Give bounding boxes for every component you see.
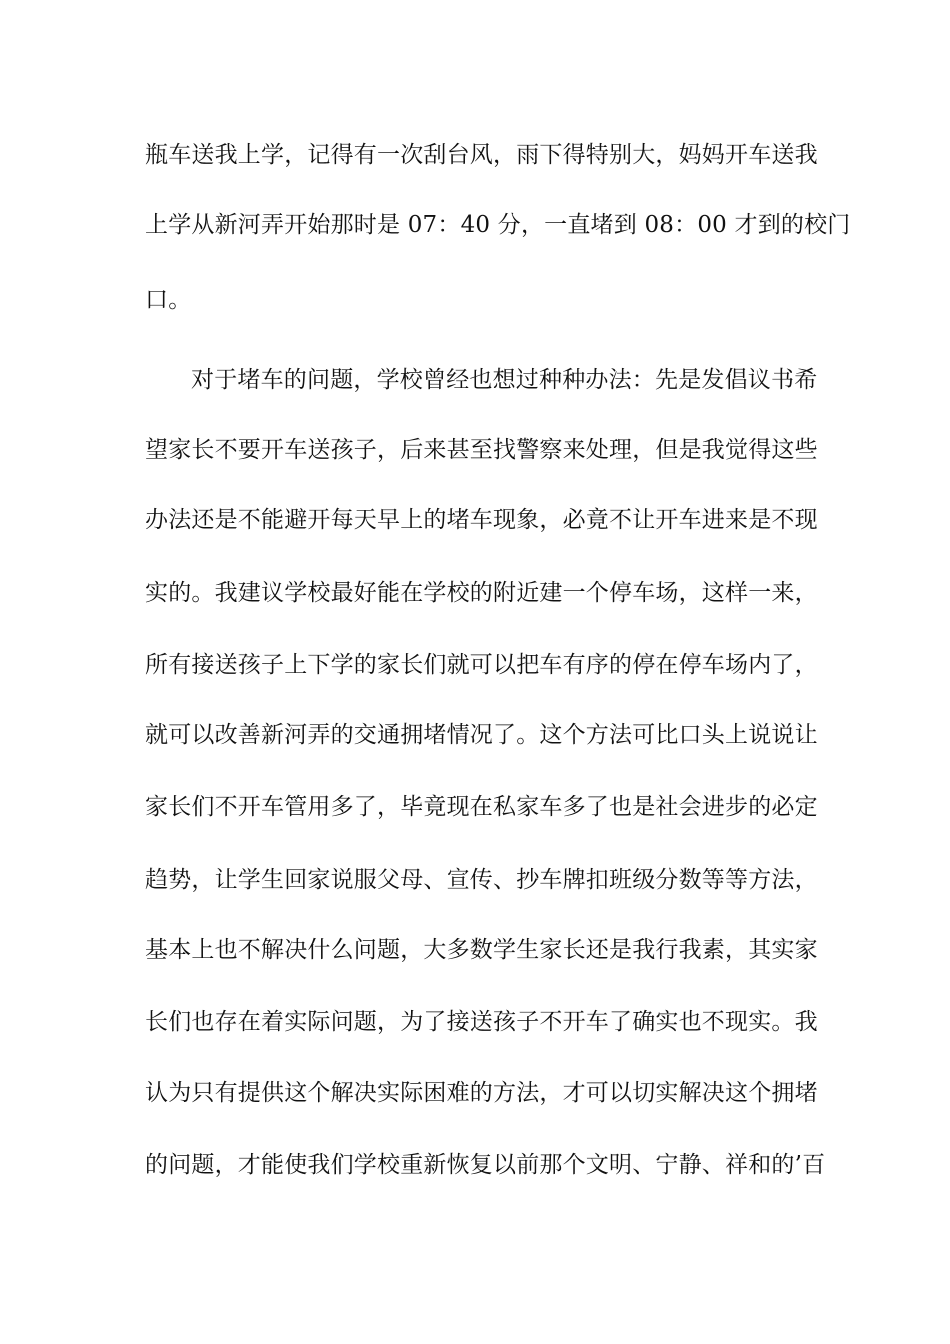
text-line: 家长们不开车管用多了，毕竟现在私家车多了也是社会进步的必定 (145, 794, 818, 820)
text-line: 就可以改善新河弄的交通拥堵情况了。这个方法可比口头上说说让 (145, 722, 818, 748)
text-line: 认为只有提供这个解决实际困难的方法，才可以切实解决这个拥堵 (145, 1080, 818, 1106)
text-line: 实的。我建议学校最好能在学校的附近建一个停车场，这样一来， (145, 580, 818, 606)
text-line: 长们也存在着实际问题，为了接送孩子不开车了确实也不现实。我 (145, 1009, 818, 1035)
text-line: 办法还是不能避开每天早上的堵车现象，必竟不让开车进来是不现 (145, 507, 818, 533)
text-line: 口。 (145, 287, 192, 313)
text-line: 上学从新河弄开始那时是 07：40 分，一直堵到 08：00 才到的校门 (145, 212, 851, 238)
paragraph-first-line: 对于堵车的问题，学校曾经也想过种种办法：先是发倡议书希 (191, 367, 818, 393)
text-line: 所有接送孩子上下学的家长们就可以把车有序的停在停车场内了， (145, 652, 818, 678)
text-line: 基本上也不解决什么问题，大多数学生家长还是我行我素，其实家 (145, 937, 818, 963)
text-line: 的问题，才能使我们学校重新恢复以前那个文明、宁静、祥和的’百 (145, 1152, 826, 1178)
text-line: 趋势，让学生回家说服父母、宣传、抄车牌扣班级分数等等方法， (145, 867, 818, 893)
text-line: 望家长不要开车送孩子，后来甚至找警察来处理，但是我觉得这些 (145, 437, 818, 463)
text-line: 瓶车送我上学，记得有一次刮台风，雨下得特别大，妈妈开车送我 (145, 142, 818, 168)
